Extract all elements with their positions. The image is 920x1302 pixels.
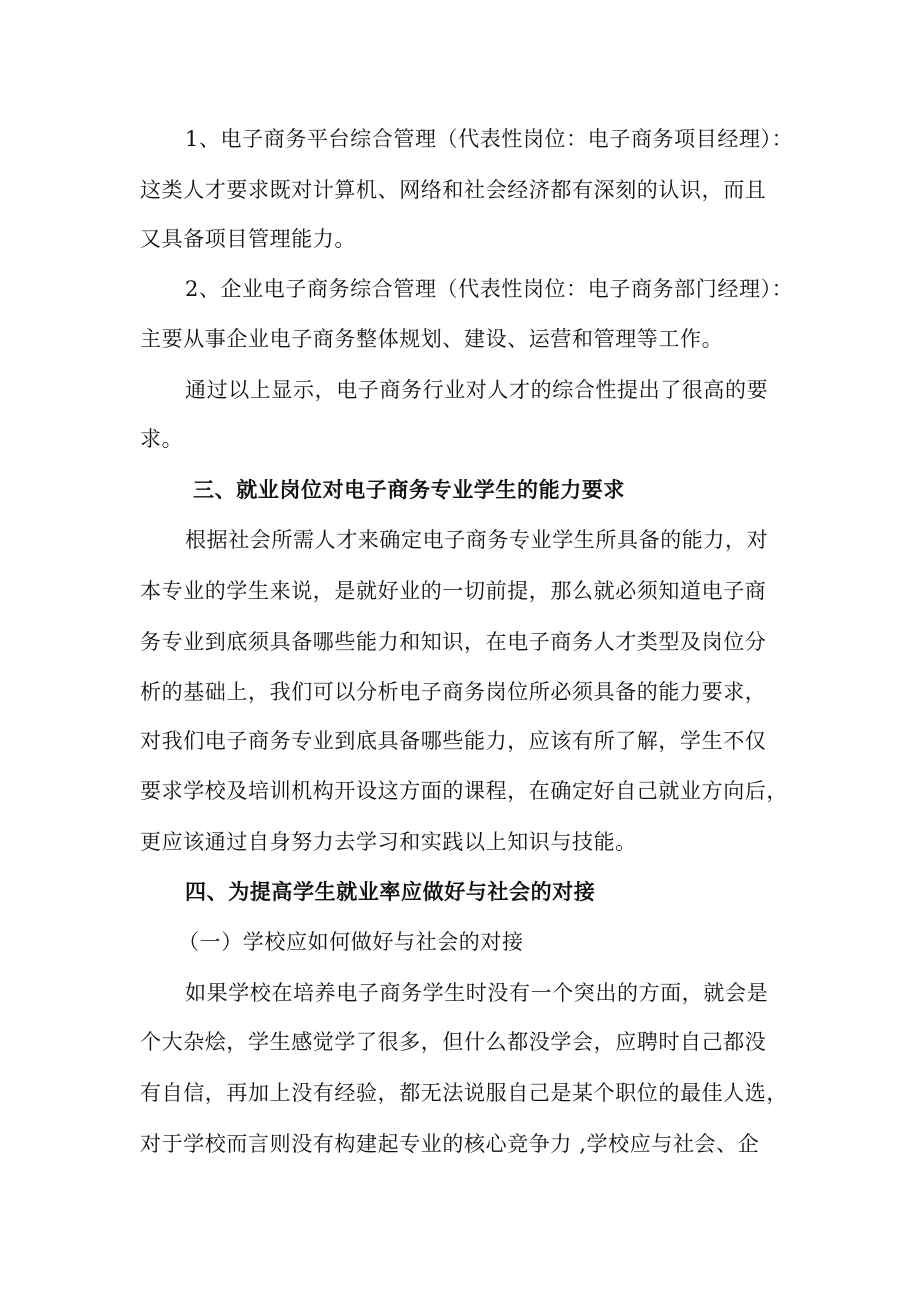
paragraph-5-line-1: 如果学校在培养电子商务学生时没有一个突出的方面，就会是 [185,981,769,1005]
paragraph-4-line-6: 要求学校及培训机构开设这方面的课程，在确定好自己就业方向后， [140,779,788,803]
paragraph-4-line-3: 务专业到底须具备哪些能力和知识，在电子商务人才类型及岗位分 [140,630,767,654]
paragraph-2-line-1: 2、企业电子商务综合管理（代表性岗位：电子商务部门经理）： [185,277,794,301]
paragraph-4-line-7: 更应该通过自身努力去学习和实践以上知识与技能。 [140,830,637,854]
paragraph-4-line-1: 根据社会所需人才来确定电子商务专业学生所具备的能力，对 [185,528,769,552]
paragraph-3-line-1: 通过以上显示，电子商务行业对人才的综合性提出了很高的要 [185,378,769,402]
paragraph-5-line-4: 对于学校而言则没有构建起专业的核心竞争力 ,学校应与社会、企 [140,1132,760,1156]
paragraph-5-line-2: 个大杂烩，学生感觉学了很多，但什么都没学会，应聘时自己都没 [140,1030,767,1054]
paragraph-4-line-5: 对我们电子商务专业到底具备哪些能力，应该有所了解，学生不仅 [140,729,767,753]
paragraph-2-line-2: 主要从事企业电子商务整体规划、建设、运营和管理等工作。 [140,327,724,351]
subsection-heading-1: （一）学校应如何做好与社会的对接 [178,930,524,954]
paragraph-1-line-2: 这类人才要求既对计算机、网络和社会经济都有深刻的认识，而且 [140,178,767,202]
paragraph-4-line-4: 析的基础上，我们可以分析电子商务岗位所必须具备的能力要求， [140,680,767,704]
paragraph-5-line-3: 有自信，再加上没有经验，都无法说服自己是某个职位的最佳人选， [140,1081,788,1105]
section-heading-3: 三、就业岗位对电子商务专业学生的能力要求 [193,478,625,502]
paragraph-4-line-2: 本专业的学生来说，是就好业的一切前提，那么就必须知道电子商 [140,579,767,603]
section-heading-4: 四、为提高学生就业率应做好与社会的对接 [185,880,596,904]
paragraph-3-line-2: 求。 [140,427,184,451]
paragraph-1-line-3: 又具备项目管理能力。 [140,227,356,251]
paragraph-1-line-1: 1、电子商务平台综合管理（代表性岗位：电子商务项目经理）： [185,127,794,151]
